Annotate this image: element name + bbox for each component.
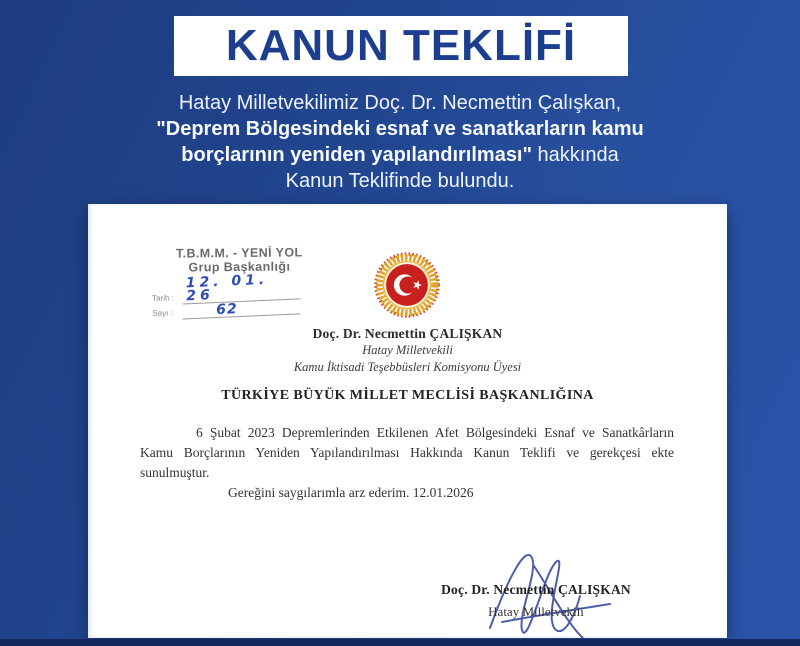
official-letter-document: [88, 204, 727, 638]
tbmm-emblem-icon: [372, 250, 442, 320]
stamp-number-row: [152, 302, 327, 318]
registry-stamp: [152, 245, 328, 318]
letter-body: [140, 423, 674, 503]
stamp-number-label: Sayı :: [152, 308, 173, 318]
author-role: Kamu İktisadi Teşebbüsleri Komisyonu Üyesi: [293, 360, 522, 374]
stamp-date-handwritten: 12. 01. 26: [182, 272, 301, 304]
subtitle-line1: Hatay Milletvekilimiz Doç. Dr. Necmettin Çalışkan,: [178, 92, 622, 114]
author-name: Doç. Dr. Necmettin ÇALIŞKAN: [312, 326, 503, 341]
signature-title: Hatay Milletvekili: [488, 604, 584, 619]
stamp-group-line: Grup Başkanlığı: [188, 259, 291, 275]
stamp-date-row: [152, 271, 327, 305]
signature-name: Doç. Dr. Necmettin ÇALIŞKAN: [441, 582, 631, 597]
author-title: Hatay Milletvekili: [362, 343, 453, 357]
letter-heading: TÜRKİYE BÜYÜK MİLLET MECLİSİ BAŞKANLIĞINA: [221, 388, 594, 403]
subtitle-line3: Kanun Teklifinde bulundu.: [285, 170, 515, 192]
banner-title: KANUN TEKLİFİ: [225, 21, 577, 70]
title-banner: [174, 16, 628, 76]
stamp-org-line: T.B.M.M. - YENİ YOL: [175, 245, 303, 261]
subtitle-after-bold: hakkında: [531, 144, 619, 166]
stamp-number-handwritten: 62: [182, 300, 300, 319]
signature-block: [418, 582, 654, 620]
stamp-date-label: Tarih :: [152, 293, 174, 303]
subtitle-line2: [108, 116, 692, 168]
letter-closing-line: Gereğini saygılarımla arz ederim. 12.01.2026: [228, 485, 474, 500]
subtitle: [0, 90, 800, 194]
letter-paragraph: 6 Şubat 2023 Depremlerinden Etkilenen Afet Bölgesindeki Esnaf ve Sanatkârların Kamu Borçlarının Yeniden Yapılandırılması Hakkında Kanun Teklifi ve gerekçesi ekte sunulmuştur.: [140, 425, 674, 480]
bottom-accent-bar: [0, 639, 800, 646]
subtitle-bold-quote: "Deprem Bölgesindeki esnaf ve sanatkarların kamu borçlarının yeniden yapılandırılması": [156, 118, 644, 166]
author-block: [88, 326, 727, 375]
